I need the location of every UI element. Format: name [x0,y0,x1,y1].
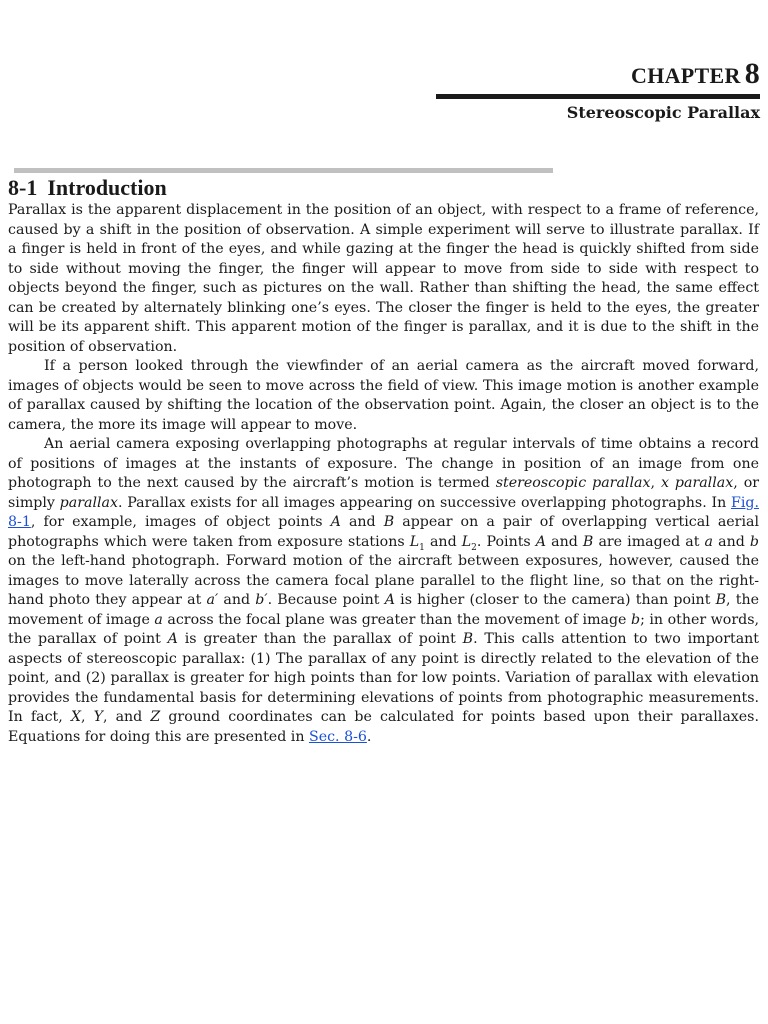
text-run: . [366,728,372,745]
section-number: 8-1 [8,175,38,200]
text-run: , [80,709,94,725]
symbol: Z [150,709,161,725]
symbol: A [535,533,547,550]
chapter-title [436,56,760,94]
symbol: b′ [255,592,268,608]
symbol: A [384,592,395,608]
term-x-parallax: x parallax [660,475,734,491]
symbol: A [330,514,341,530]
term-parallax: parallax [59,494,118,511]
text-run: and [218,592,256,608]
symbol: a′ [206,592,219,608]
symbol: B [462,631,474,647]
text-run: is higher (closer to the camera) than point [394,592,716,608]
text-run: across the focal plane was greater than the movement of image [162,611,631,628]
section-title: Introduction [47,175,167,200]
text-run: and [340,514,384,530]
text-run: , [650,475,661,491]
text-run: and [546,533,583,550]
subscript: 1 [419,542,425,553]
text-run: on the left-hand photograph. Forward motion of the aircraft between exposures, however, caused the images to move laterally across the camera focal plane parallel to the flight line, so that on the right-hand photo they appear at [8,553,759,608]
text-run: . Points [476,533,536,550]
text-run: ground coordinates can be calculated for points based upon their parallaxes. Equations for doing this are presented in [8,709,759,745]
symbol: X [70,709,81,725]
text-run: , and [102,709,151,725]
text-run: , for example, images of object points [30,514,331,530]
body-text [8,201,759,747]
chapter-rule [436,94,760,99]
text-run: , or simply [8,475,760,511]
symbol: Y [93,709,103,725]
text-run: ; in other words, the parallax of point [8,611,760,647]
chapter-label: CHAPTER [631,63,741,88]
paragraph-3 [8,435,759,747]
symbol: L [461,533,472,550]
symbol: A [167,631,178,647]
text-run: are imaged at [593,533,705,550]
symbol: B [383,514,395,530]
text-run: and [424,533,462,550]
chapter-number: 8 [744,57,760,90]
symbol: a [154,611,163,628]
text-run: . This calls attention to two important aspects of stereoscopic parallax: (1) The parallax of any point is directly related to the elevation of the point, and (2) parallax is greater for high points than for low points. Variation of parallax with elevation provides the fundamental basis for determining elevations of points from photographic measurements. In fact, [8,631,759,725]
chapter-header [436,56,760,123]
section-link-8-6[interactable]: Sec. 8-6 [308,728,367,745]
text-run: appear on a pair of overlapping vertical aerial photographs which were taken from exposure stations [8,514,759,550]
symbol: B [715,592,727,608]
text-run: . Parallax exists for all images appearing on successive overlapping photographs. In [118,494,731,511]
text-run: An aerial camera exposing overlapping photographs at regular intervals of time obtains a record of positions of images at the instants of exposure. The change in position of an image from one photograph to the next caused by the aircraft’s motion is termed [8,436,759,491]
symbol: a [704,533,714,550]
text-run: . Because point [267,592,385,608]
symbol: B [582,533,594,550]
text-run: is greater than the parallax of point [177,631,463,647]
subscript: 2 [471,542,477,553]
figure-link-8-1[interactable]: Fig. 8-1 [8,494,759,530]
paragraph-2: If a person looked through the viewfinder of an aerial camera as the aircraft moved forward, images of objects would be seen to move across the field of view. This image motion is another example of parallax caused by shifting the location of the observation point. Again, the closer an object is to the camera, the more its image will appear to move. [8,358,759,433]
symbol: b [749,533,759,550]
symbol: L [409,533,420,550]
section-heading [8,174,167,202]
symbol: b [630,611,641,628]
text-run: , the movement of image [8,592,759,628]
section-divider [14,168,553,173]
term-stereoscopic-parallax: stereoscopic parallax [495,475,651,491]
text-run: and [713,533,750,550]
paragraph-1: Parallax is the apparent displacement in the position of an object, with respect to a frame of reference, caused by a shift in the position of observation. A simple experiment will serve to illustrate parallax. If a finger is held in front of the eyes, and while gazing at the finger the head is quickly shifted from side to side without moving the finger, the finger will appear to move from side to side with respect to objects beyond the finger, such as pictures on the wall. Rather than shifting the head, the same effect can be created by alternately blinking one’s eyes. The closer the finger is held to the eyes, the greater will be its apparent shift. This apparent motion of the finger is parallax, and it is due to the shift in the position of observation. [8,202,759,355]
chapter-subtitle: Stereoscopic Parallax [566,103,760,122]
